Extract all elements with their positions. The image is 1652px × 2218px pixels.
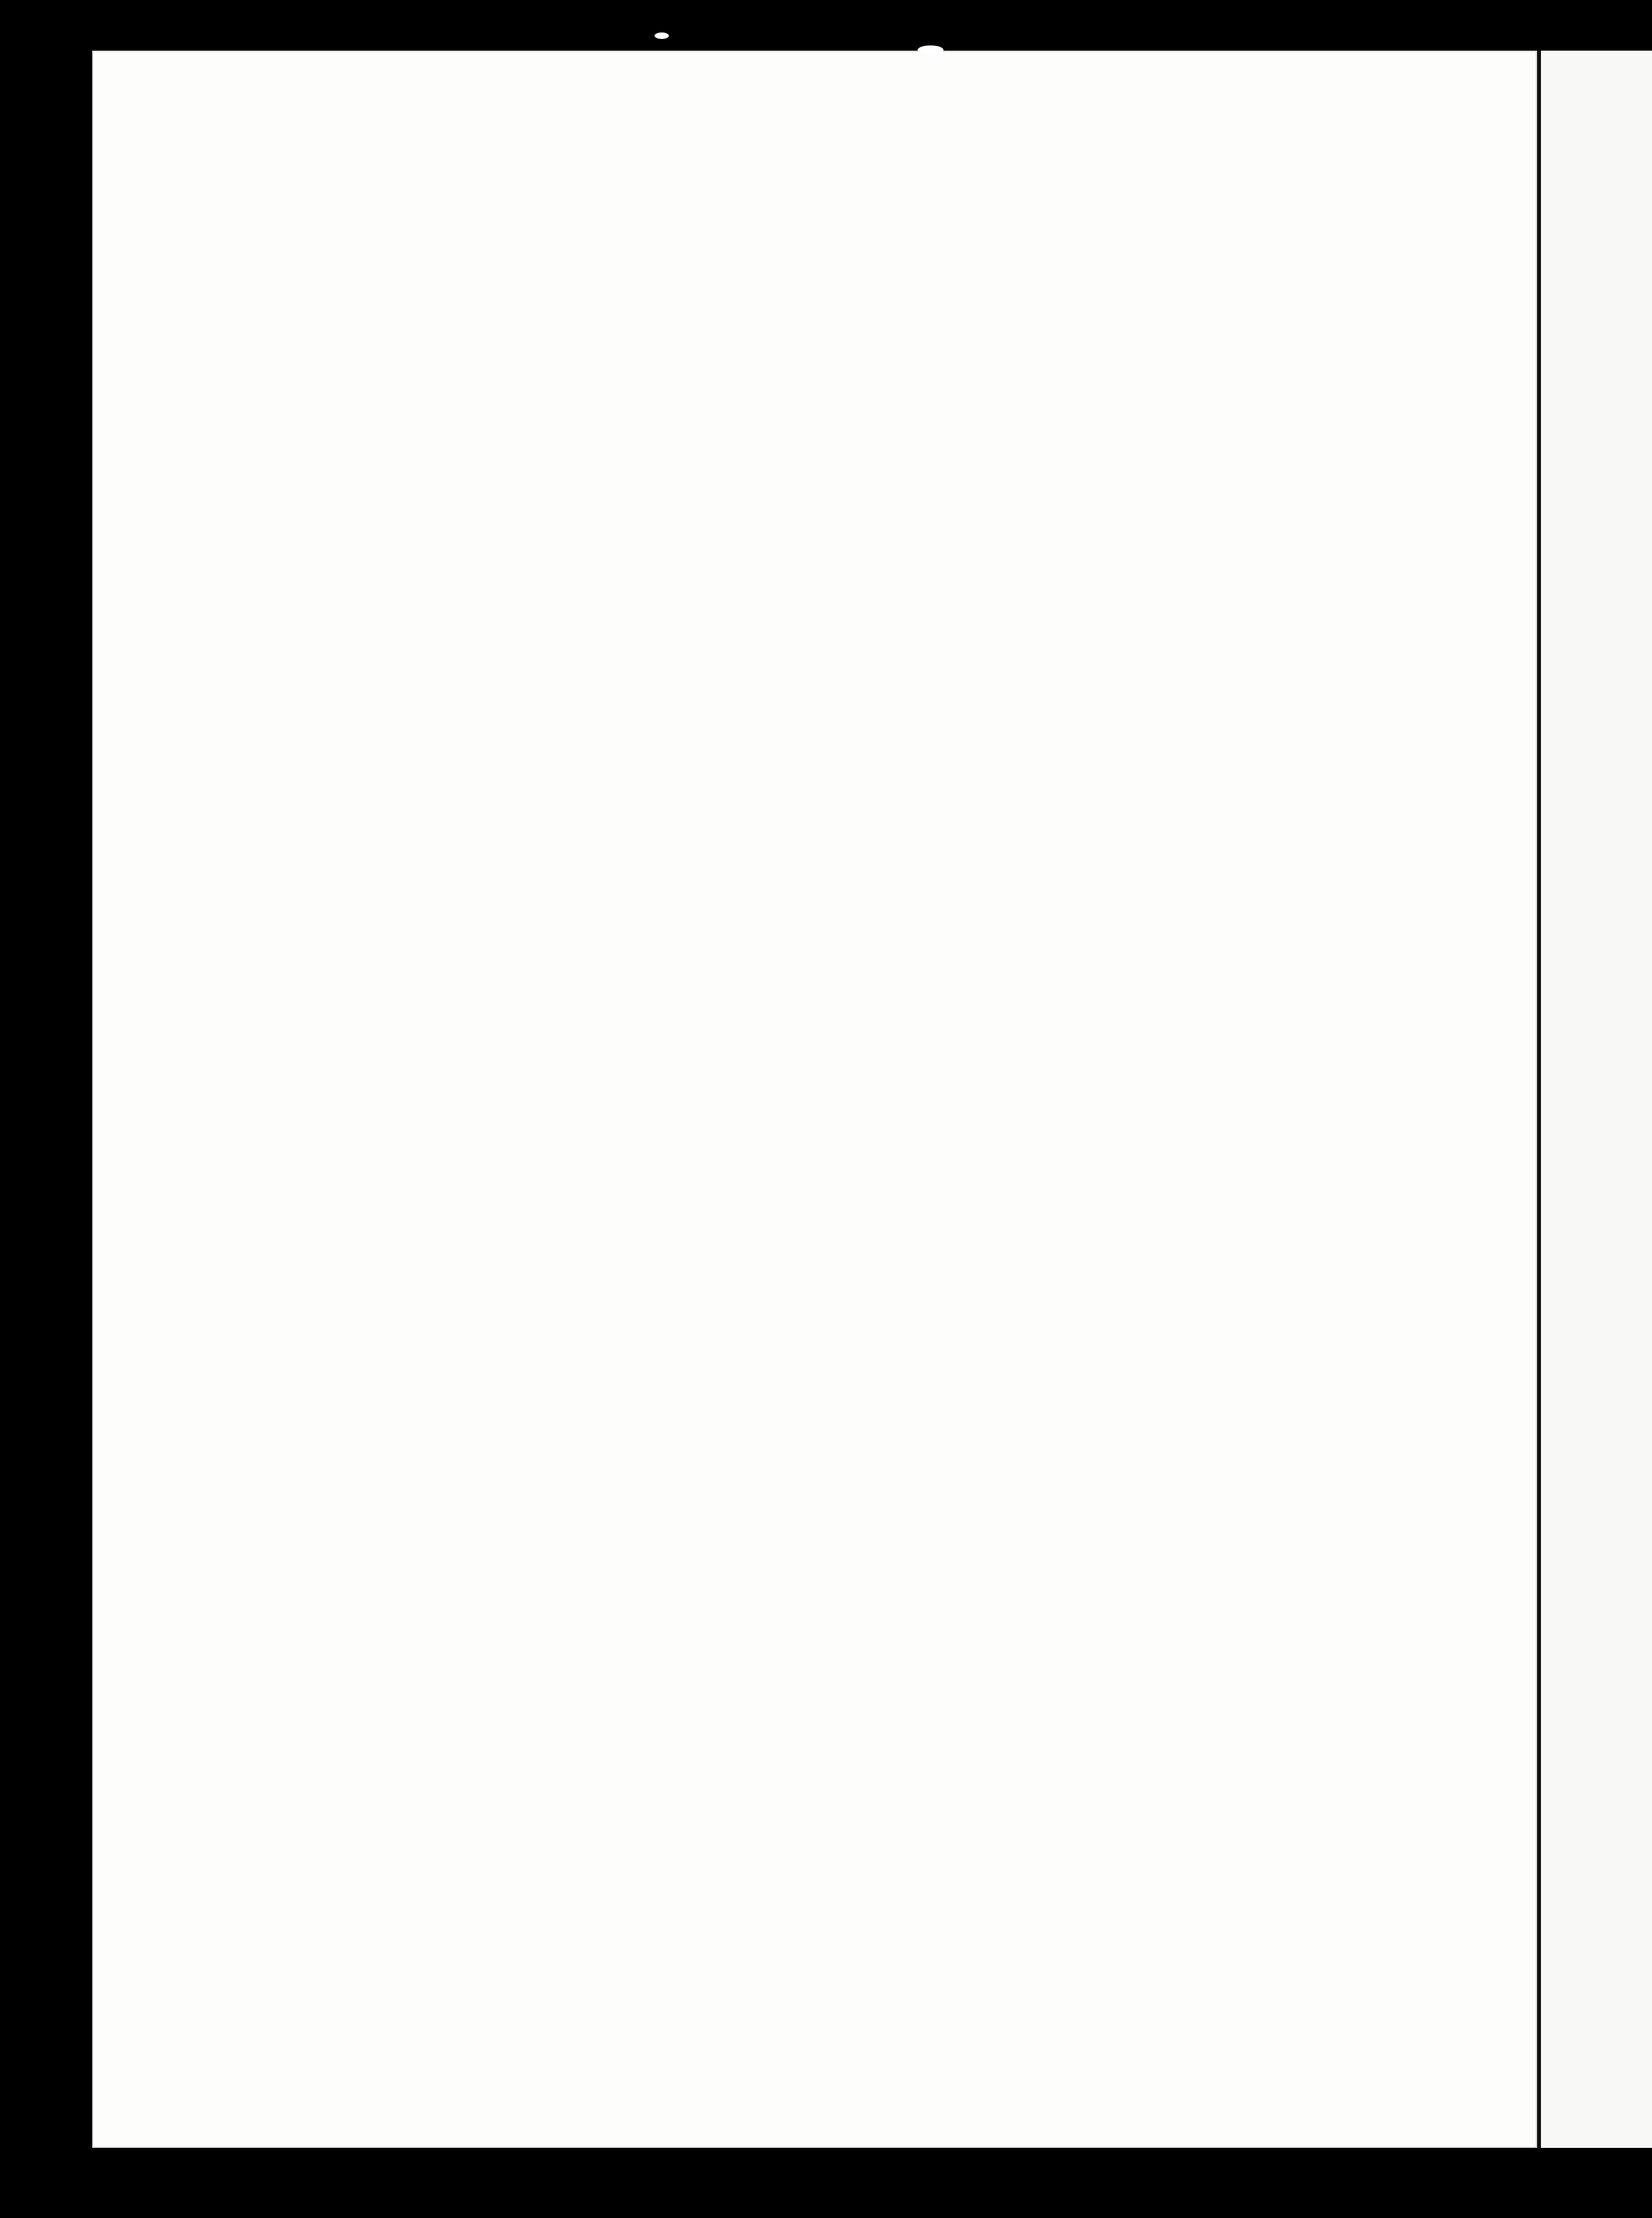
facing-page-fragment — [1541, 51, 1652, 2148]
scanned-page — [92, 51, 1537, 2148]
scan-speck — [918, 45, 944, 55]
scan-speck — [655, 32, 669, 39]
